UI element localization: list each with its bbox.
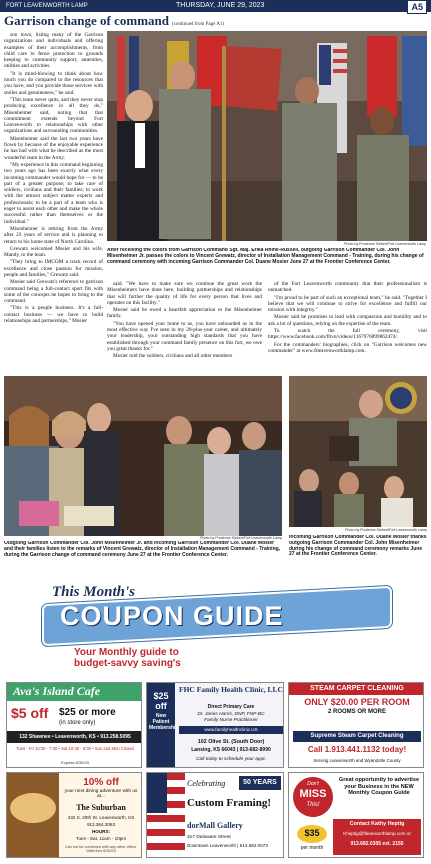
paragraph: "This team never quits, and they never stop producing excellence in all they do," Misenheimer said, noting that that commitment extends beyond Fort Leavenworth to relationships with other organizations and surrounding communities. bbox=[4, 96, 103, 135]
fhc-doctor: Dr. Janes Harris, DNP, FNP-BC bbox=[197, 712, 265, 717]
miss-email[interactable]: Kheptig@ftleavworthlamp.com or bbox=[343, 831, 411, 836]
suburban-phone: 913.364.3063 bbox=[86, 822, 116, 827]
suburban-offer: 10% off bbox=[83, 777, 119, 788]
photo-credit: Photo by Prudence Siebert/Fort Leavenworth Lamp bbox=[344, 242, 426, 246]
miss-dont: Don't bbox=[307, 781, 319, 787]
miss-price: $35 bbox=[304, 828, 320, 838]
issue-date: THURSDAY, JUNE 29, 2023 bbox=[176, 2, 265, 9]
avas-expires: Expires 6/30/23 bbox=[61, 760, 89, 765]
fhc-city-phone: Lansing, KS 66043 | 913-682-8990 bbox=[191, 747, 271, 753]
audience-photo bbox=[4, 376, 282, 536]
avas-in-store: (in store only) bbox=[59, 720, 96, 726]
suburban-hours: Tues - Sat, 11am - 10pm bbox=[75, 836, 127, 841]
coupon-guide-banner bbox=[8, 577, 423, 677]
miss-pitch: Great opportunity to advertise your Business in the NEW Monthly Coupon Guide bbox=[338, 777, 420, 797]
steam-title: STEAM CARPET CLEANING bbox=[289, 683, 424, 695]
paragraph: "It is mind-blowing to think about how much you do compared to the resources that you have, and you provide those services with smiles and genuineness," he said. bbox=[4, 70, 103, 96]
framing-address: 317 Delaware Street bbox=[187, 835, 231, 840]
steam-phone: Call 1.913.441.1132 today! bbox=[307, 745, 407, 754]
miss-this: This! bbox=[306, 802, 320, 808]
page-header-bar bbox=[0, 0, 431, 12]
paragraph: Mosier told the soldiers, civilians and all other members bbox=[113, 353, 233, 360]
paragraph: Misenheimer said the last two years have flown by because of the enjoyable experience he has had with what he described as the most wonderful team in the Army. bbox=[4, 135, 103, 161]
steam-offer-rooms: 2 ROOMS OR MORE bbox=[327, 709, 386, 715]
publication-name: FORT LEAVENWORTH LAMP bbox=[6, 3, 88, 9]
suburban-name: The Suburban bbox=[76, 803, 126, 812]
fhc-call: Call today to schedule your appt. bbox=[196, 757, 266, 762]
coupon-this-month: This Month's bbox=[52, 584, 135, 600]
paragraph: said. "We have to make sure we continue the great work the Misenheimers have done here, building partnerships and relationships that will further the quality of life for every person that lives and operates on this facility." bbox=[107, 281, 262, 306]
fhc-website[interactable]: www.familyhealthclinic.US bbox=[179, 726, 283, 734]
continued-note: (continued from Page A1) bbox=[172, 22, 225, 27]
suburban-address: 432 S. 20th St. Leavenworth, KS bbox=[67, 815, 135, 820]
ad-fhc-family-health-clinic[interactable] bbox=[146, 682, 284, 768]
coupon-tagline bbox=[74, 647, 181, 669]
paragraph: Mosier said he owed a heartfelt appreciation to the Misenheimer family. bbox=[107, 307, 262, 320]
paragraph: "My experience in this command beginning two years ago has been exactly what every incoming commander would hope for — to be part of a greater purpose; to take care of soldiers, civilians and their families; to work with the utmost subject matter experts and professionals; to be a part of a team who is eager to assist each other and make the whole successful rather than themselves or the individual." bbox=[4, 161, 103, 225]
ad-the-suburban[interactable] bbox=[6, 772, 142, 858]
paragraph: Mosier said Grewatz's reference to garrison command being a full-contact sport fits with some of the concepts he hopes to bring to the command. bbox=[4, 279, 103, 305]
framing-headline: Custom Framing! bbox=[187, 797, 272, 809]
paragraph: For the commanders' biographies, click on "Garrison welcomes new commander" at www.ftleavenworthlamp.com. bbox=[268, 341, 427, 354]
photo-credit: Photo by Prudence Siebert/Fort Leavenworth Lamp bbox=[200, 536, 282, 540]
ad-steam-carpet-cleaning[interactable] bbox=[288, 682, 424, 768]
framing-celebrating: Celebrating bbox=[187, 779, 226, 788]
paragraph: "This is a people business. It's a full-contact business — we have to build relationships and partnerships," Mosier bbox=[4, 305, 103, 325]
suburban-note: Can not be combined with any other offers. Valid thru 6/30/23 bbox=[64, 845, 138, 853]
paragraph: Misenheimer is retiring from the Army after 23 years of service and is planning to return to his home state of North Carolina. bbox=[4, 225, 103, 245]
coupon-tagline-line-1: Your Monthly guide to bbox=[74, 647, 179, 658]
avas-logo: Ava's Island Cafe bbox=[13, 684, 101, 698]
coupon-tagline-line-2: budget-savvy saving's bbox=[74, 658, 181, 669]
framing-city-phone: Downtown Leavenworth | 913.682.0573 bbox=[187, 843, 268, 848]
suburban-offer-text: your next dining adventure with us at... bbox=[64, 789, 138, 799]
ad-dormall-gallery[interactable] bbox=[146, 772, 284, 858]
steam-service-area: Serving Leavenworth and Wyandotte County bbox=[313, 758, 401, 763]
ad-avas-island-cafe[interactable] bbox=[6, 682, 142, 768]
avas-min-purchase: $25 or more bbox=[59, 707, 116, 718]
page-number: A5 bbox=[407, 0, 427, 14]
paragraph: "I'm proud to be part of such an exceptional team," he said. "Together I believe that we will continue to strive for excellence and fulfill our mission with integrity." bbox=[268, 294, 427, 314]
article-column-3 bbox=[268, 281, 427, 371]
paragraph: To watch the full ceremony, visit https://www.facebook.com/fltvn/videos/1167976899862474/. bbox=[268, 328, 427, 341]
miss-contact: Contact Kathy Heptig bbox=[349, 821, 405, 827]
fhc-subtitle: Direct Primary Care bbox=[207, 704, 255, 710]
avas-hours: Tues - Fri 10:30 - 7:30 • Sat 10:30 - 8:30 • Sun and Mon Closed bbox=[16, 746, 134, 751]
fhc-membership: New Patient Membership bbox=[149, 713, 179, 731]
photo-credit: Photo by Prudence Siebert/Fort Leavenworth Lamp bbox=[345, 528, 427, 532]
article-headline bbox=[4, 13, 224, 29]
ad-dont-miss-this[interactable] bbox=[288, 772, 424, 858]
fhc-price: $25 off bbox=[153, 691, 169, 711]
fhc-role: Family Nurse Practitioner bbox=[204, 718, 258, 723]
fhc-name: FHC Family Health Clinic, LLC bbox=[179, 685, 283, 694]
framing-years-badge: 50 YEARS bbox=[239, 776, 281, 790]
paragraph: "You have opened your home to us, you have onboarded us in the most effective way I've seen in my 20-plus-year career, and ultimately your leadership, your outstanding high standards that you have established through your command family presence on this fort, we owe you great thanks for." bbox=[107, 320, 262, 352]
speaker-photo bbox=[289, 376, 427, 527]
steam-business-name: Supreme Steam Carpet Cleaning bbox=[293, 731, 421, 742]
main-photo-color-passing bbox=[107, 31, 427, 241]
photo-caption: Outgoing Garrison Commander Col. John Misenheimer Jr. and incoming Garrison Commander Col. Duane Mosier and their families listen to the remarks of Vincent Grewatz, director of Installation Management Command - Training, during the Garrison change of command ceremony June 27 at the Frontier Conference Center. bbox=[4, 541, 281, 558]
paragraph: "They bring to IMCOM a track record of excellence and close passion for mission, people and families," Grewatz said. bbox=[4, 259, 103, 278]
framing-gallery-name: dorMall Gallery bbox=[187, 821, 243, 830]
paragraph: son town, listing many of the Garrison organizations and individuals and offering examples of their accomplishments, from child care to fence protection to grounds keeping to community support, amenities, utilities and activities. bbox=[4, 32, 103, 70]
headline-title: Garrison change of command bbox=[4, 13, 170, 28]
article-column-1 bbox=[4, 32, 103, 375]
paragraph: Mosier said he promises to lead with compassion and humility and to ask a lot of questions, relying on the expertise of the team. bbox=[268, 314, 427, 327]
avas-address: 132 Shawnee • Leavenworth, KS • 913.258.5095 bbox=[7, 731, 142, 743]
coupon-guide-title: COUPON GUIDE bbox=[60, 601, 284, 631]
steam-offer: ONLY $20.00 PER ROOM bbox=[304, 697, 410, 707]
miss-miss: MISS bbox=[299, 788, 327, 800]
photo-caption: After receiving the colors from Garrison Command Sgt. Maj. Erika Rhine-Russell, outgoing Garrison Commander Col. John Misenheimer Jr. passes the colors to Vincent Grewatz, director of Installation Management Command - Training, during his change of command ceremony with incoming Garrison Commander Col. Duane Mosier June 27 at the Frontier Conference Center. bbox=[107, 248, 424, 265]
miss-per-month: per month bbox=[300, 845, 324, 851]
paragraph: Grewatz welcomed Mosier and his wife, Mandy, to the team. bbox=[4, 245, 103, 259]
article-column-2 bbox=[107, 281, 262, 371]
photo-caption: Incoming Garrison Commander Col. Duane Mosier thanks outgoing Garrison Commander Col. John Misenheimer during his change of command ceremony remarks June 27 at the Frontier Conference Center. bbox=[289, 535, 427, 558]
fhc-address: 102 Olive St. (South Door) bbox=[197, 739, 265, 745]
paragraph: of the Fort Leavenworth community that their professionalism is unmatched. bbox=[268, 281, 427, 294]
suburban-hours-label: HOURS: bbox=[91, 829, 111, 834]
miss-phone: 913.682.0305 ext. 2155 bbox=[350, 841, 404, 847]
avas-offer: $5 off bbox=[11, 705, 49, 721]
